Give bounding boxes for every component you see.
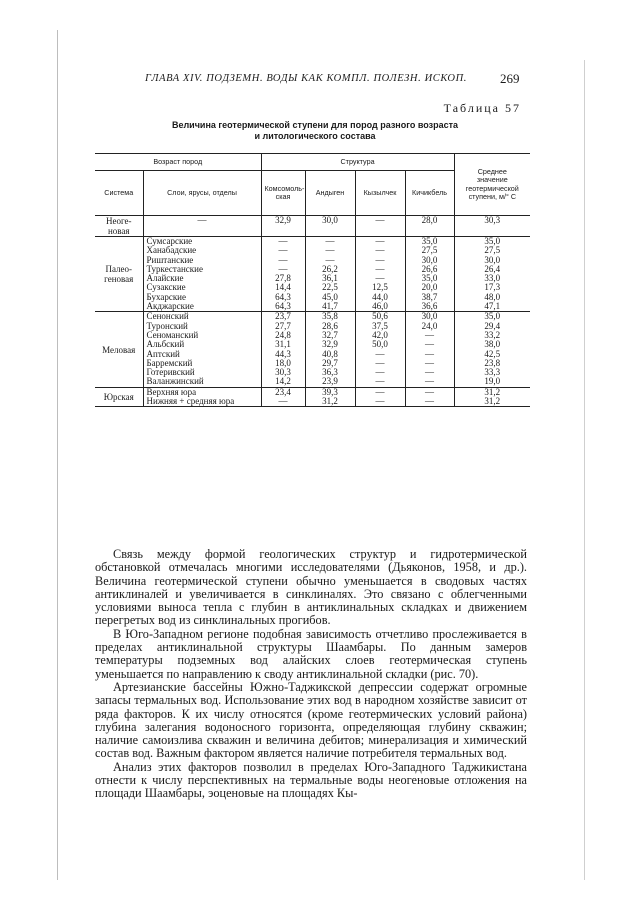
kyzylchek-value: — <box>375 367 385 378</box>
komsomolskaya-value: 24,8 <box>275 329 291 340</box>
kichikbel-value: — <box>425 367 435 378</box>
komsomolskaya-value: 64,3 <box>275 301 291 312</box>
kichikbel-value: 30,0 <box>421 254 438 265</box>
layers-cell <box>143 312 261 387</box>
average-value: 31,2 <box>484 386 501 397</box>
paragraph: Артезианские бассейны Южно-Таджикской депрессии содержат огромные запасы термальных вод. Использование этих вод в народном хозяйстве зависит от ряда факторов. К их числу относятся (кроме геотермических условий района) глубина залегания водоносного горизонта, определяющая глубину скважин; наличие самоизлива скважин и величина дебитов; минерализация и химический состав вод. Важным фактором является наличие потребителя термальных вод. <box>95 679 527 761</box>
kyzylchek-value: — <box>375 396 385 407</box>
kichikbel-value: 20,0 <box>421 282 438 293</box>
structure-group-header: Структура <box>261 154 454 171</box>
average-value: 17,3 <box>484 282 501 293</box>
layers-value: Готеривский <box>146 367 195 378</box>
kichikbel-cell <box>405 216 454 237</box>
kichikbel-value: 38,7 <box>421 291 438 302</box>
average-value: 48,0 <box>484 291 501 302</box>
komsomolskaya-cell <box>261 237 305 312</box>
kichikbel-value: — <box>425 357 435 368</box>
kyzylchek-header: Кызылчек <box>355 171 405 216</box>
paragraph: Анализ этих факторов позволил в пределах Юго-Западного Таджикистана отнести к числу перспективных на термальные воды неогеновые отложения на площади Шаамбары, эоценовые на площадях Кы- <box>95 759 527 801</box>
average-value: 33,2 <box>484 329 501 340</box>
layers-value: Акджарские <box>146 301 194 312</box>
average-value: 38,0 <box>484 339 501 350</box>
komsomolskaya-value: 31,1 <box>275 339 291 350</box>
layers-value: Риштанские <box>146 254 194 265</box>
komsomolskaya-value: 27,8 <box>275 273 291 284</box>
kichikbel-value: — <box>425 329 435 340</box>
kyzylchek-value: — <box>375 348 385 359</box>
table-row-neogene <box>95 216 530 237</box>
table-row-jurassic <box>95 387 530 407</box>
kyzylchek-value: — <box>375 263 385 274</box>
kichikbel-value: — <box>425 376 435 387</box>
average-value: 19,0 <box>484 376 501 387</box>
table-title-line2: и литологического состава <box>254 131 376 141</box>
kyzylchek-value: — <box>375 357 385 368</box>
system-cell: Неоге- новая <box>95 216 143 237</box>
paragraph: Связь между формой геологических структур и гидротермической обстановкой отмечалась многими исследователями (Дьяконов, 1958, и др.). Величина геотермической ступени обычно уменьшается в сводовых частях антиклиналей и увеличивается в синклиналях. Это связано с облегченными условиями выноса тепла с глубин в антиклинальных складках и движением перегретых вод из синклинальных прогибов. <box>95 547 527 628</box>
average-value: 26,4 <box>484 263 501 274</box>
average-value: 30,0 <box>484 254 501 265</box>
kichikbel-value: 35,0 <box>421 236 438 246</box>
kyzylchek-value: — <box>375 236 385 246</box>
komsomolskaya-value: — <box>278 396 288 407</box>
layers-cell <box>143 216 261 237</box>
average-value: 33,0 <box>484 273 501 284</box>
andygen-value: — <box>325 236 335 246</box>
kyzylchek-value: 42,0 <box>372 329 388 340</box>
andygen-value: 31,2 <box>322 396 338 407</box>
andygen-value: 32,9 <box>322 339 338 350</box>
komsomolskaya-cell <box>261 216 305 237</box>
page-edge-left <box>57 30 58 880</box>
system-cell: Палео- геновая <box>95 237 143 312</box>
table-row-cretaceous <box>95 312 530 387</box>
kichikbel-value: — <box>425 396 435 407</box>
system-header: Система <box>95 171 143 216</box>
kichikbel-value: 28,0 <box>421 215 438 225</box>
andygen-value: 45,0 <box>322 291 338 302</box>
kyzylchek-value: — <box>375 215 385 225</box>
average-value: 23,8 <box>484 357 501 368</box>
layers-value: — <box>197 215 207 225</box>
komsomolskaya-value: — <box>278 263 288 274</box>
kichikbel-header: Кичикбель <box>405 171 454 216</box>
komsomolskaya-value: 64,3 <box>275 291 291 302</box>
kichikbel-cell <box>405 312 454 387</box>
system-cell: Меловая <box>95 312 143 387</box>
running-title: ГЛАВА XIV. ПОДЗЕМН. ВОДЫ КАК КОМПЛ. ПОЛЕЗН. ИСКОП. <box>145 73 468 84</box>
layers-value: Туронский <box>146 320 188 331</box>
layers-cell <box>143 387 261 407</box>
age-group-header: Возраст пород <box>95 154 261 171</box>
table-row-paleogene <box>95 237 530 312</box>
average-header: Среднее значение геотермической ступени, м/° С <box>454 154 530 216</box>
komsomolskaya-value: — <box>278 236 288 246</box>
andygen-value: 32,7 <box>322 329 338 340</box>
average-value: 27,5 <box>484 245 501 256</box>
komsomolskaya-value: 44,3 <box>275 348 291 359</box>
andygen-value: 40,8 <box>322 348 338 359</box>
average-cell <box>454 387 530 407</box>
komsomolskaya-value: 14,4 <box>275 282 291 293</box>
kyzylchek-cell <box>355 387 405 407</box>
layers-value: Нижняя + средняя юра <box>146 396 235 407</box>
kyzylchek-value: 44,0 <box>372 291 388 302</box>
page-edge-right <box>584 60 585 880</box>
layers-value: Туркестанские <box>146 263 203 274</box>
kichikbel-value: 24,0 <box>421 320 438 331</box>
komsomolskaya-value: 32,9 <box>275 215 291 225</box>
average-value: 31,2 <box>484 396 501 407</box>
average-cell <box>454 216 530 237</box>
komsomolskaya-cell <box>261 387 305 407</box>
average-value: 33,3 <box>484 367 501 378</box>
layers-header: Слои, ярусы, отделы <box>143 171 261 216</box>
kyzylchek-value: 12,5 <box>372 282 388 293</box>
layers-value: Сеноманский <box>146 329 199 340</box>
average-cell <box>454 237 530 312</box>
paragraph: В Юго-Западном регионе подобная зависимость отчетливо прослеживается в пределах антиклинальной структуры Шаамбары. По данным замеров температуры подземных вод алайских слоев геотермическая ступень уменьшается по направлению к своду антиклинальной складки (рис. 70). <box>95 626 527 681</box>
andygen-value: 35,8 <box>322 311 338 322</box>
andygen-value: 22,5 <box>322 282 338 293</box>
andygen-value: 23,9 <box>322 376 338 387</box>
average-value: 42,5 <box>484 348 501 359</box>
andygen-value: 36,1 <box>322 273 338 284</box>
kichikbel-value: 35,0 <box>421 273 438 284</box>
kyzylchek-value: — <box>375 245 385 256</box>
kichikbel-value: — <box>425 386 435 397</box>
andygen-cell <box>305 312 355 387</box>
andygen-value: 30,0 <box>322 215 338 225</box>
body-text <box>95 548 527 801</box>
layers-value: Барремский <box>146 357 193 368</box>
komsomolskaya-value: 30,3 <box>275 367 291 378</box>
andygen-cell <box>305 216 355 237</box>
kyzylchek-value: 50,6 <box>372 311 388 322</box>
kichikbel-cell <box>405 387 454 407</box>
komsomolskaya-value: 23,7 <box>275 311 291 322</box>
andygen-value: 26,2 <box>322 263 338 274</box>
komsomolskaya-value: 27,7 <box>275 320 291 331</box>
average-cell <box>454 312 530 387</box>
andygen-value: 29,7 <box>322 357 338 368</box>
layers-value: Альбский <box>146 339 185 350</box>
andygen-value: 36,3 <box>322 367 338 378</box>
komsomolskaya-value: 23,4 <box>275 386 291 397</box>
komsomolskaya-value: — <box>278 245 288 256</box>
average-value: 47,1 <box>484 301 501 312</box>
kichikbel-cell <box>405 237 454 312</box>
komsomolskaya-value: 18,0 <box>275 357 291 368</box>
page-number: 269 <box>500 71 520 86</box>
header-row-groups <box>95 154 530 171</box>
andygen-value: — <box>325 245 335 256</box>
kyzylchek-cell <box>355 237 405 312</box>
layers-value: Ханабадские <box>146 245 197 256</box>
kyzylchek-cell <box>355 216 405 237</box>
layers-cell <box>143 237 261 312</box>
layers-value: Сумсарские <box>146 236 193 246</box>
layers-value: Сузакские <box>146 282 186 293</box>
geothermal-table <box>95 153 530 407</box>
kyzylchek-value: 46,0 <box>372 301 388 312</box>
table-title-line1: Величина геотермической ступени для пород разного возраста <box>171 120 459 130</box>
average-value: 35,0 <box>484 236 501 246</box>
layers-value: Бухарские <box>146 291 186 302</box>
andygen-cell <box>305 387 355 407</box>
andygen-value: 28,6 <box>322 320 338 331</box>
komsomolskaya-header: Комсомоль- ская <box>261 171 305 216</box>
kyzylchek-value: — <box>375 386 385 397</box>
andygen-value: — <box>325 254 335 265</box>
layers-value: Валанжинский <box>146 376 204 387</box>
andygen-cell <box>305 237 355 312</box>
kichikbel-value: 30,0 <box>421 311 438 322</box>
andygen-header: Андыген <box>305 171 355 216</box>
kyzylchek-value: — <box>375 376 385 387</box>
layers-value: Аптский <box>146 348 180 359</box>
layers-value: Алайские <box>146 273 184 284</box>
average-value: 30,3 <box>484 215 501 225</box>
komsomolskaya-cell <box>261 312 305 387</box>
kyzylchek-value: 37,5 <box>372 320 388 331</box>
system-cell: Юрская <box>95 387 143 407</box>
kichikbel-value: 36,6 <box>421 301 438 312</box>
kyzylchek-value: — <box>375 273 385 284</box>
kyzylchek-value: 50,0 <box>372 339 388 350</box>
kichikbel-value: 26,6 <box>421 263 438 274</box>
average-value: 29,4 <box>484 320 501 331</box>
average-value: 35,0 <box>484 311 501 322</box>
layers-value: Верхняя юра <box>146 386 197 397</box>
kichikbel-value: 27,5 <box>421 245 438 256</box>
kichikbel-value: — <box>425 339 435 350</box>
komsomolskaya-value: 14,2 <box>275 376 291 387</box>
table-label: Таблица 57 <box>443 101 521 115</box>
andygen-value: 41,7 <box>322 301 338 312</box>
kyzylchek-cell <box>355 312 405 387</box>
kyzylchek-value: — <box>375 254 385 265</box>
layers-value: Сенонский <box>146 311 189 322</box>
table-title <box>110 120 520 142</box>
komsomolskaya-value: — <box>278 254 288 265</box>
kichikbel-value: — <box>425 348 435 359</box>
andygen-value: 39,3 <box>322 386 338 397</box>
